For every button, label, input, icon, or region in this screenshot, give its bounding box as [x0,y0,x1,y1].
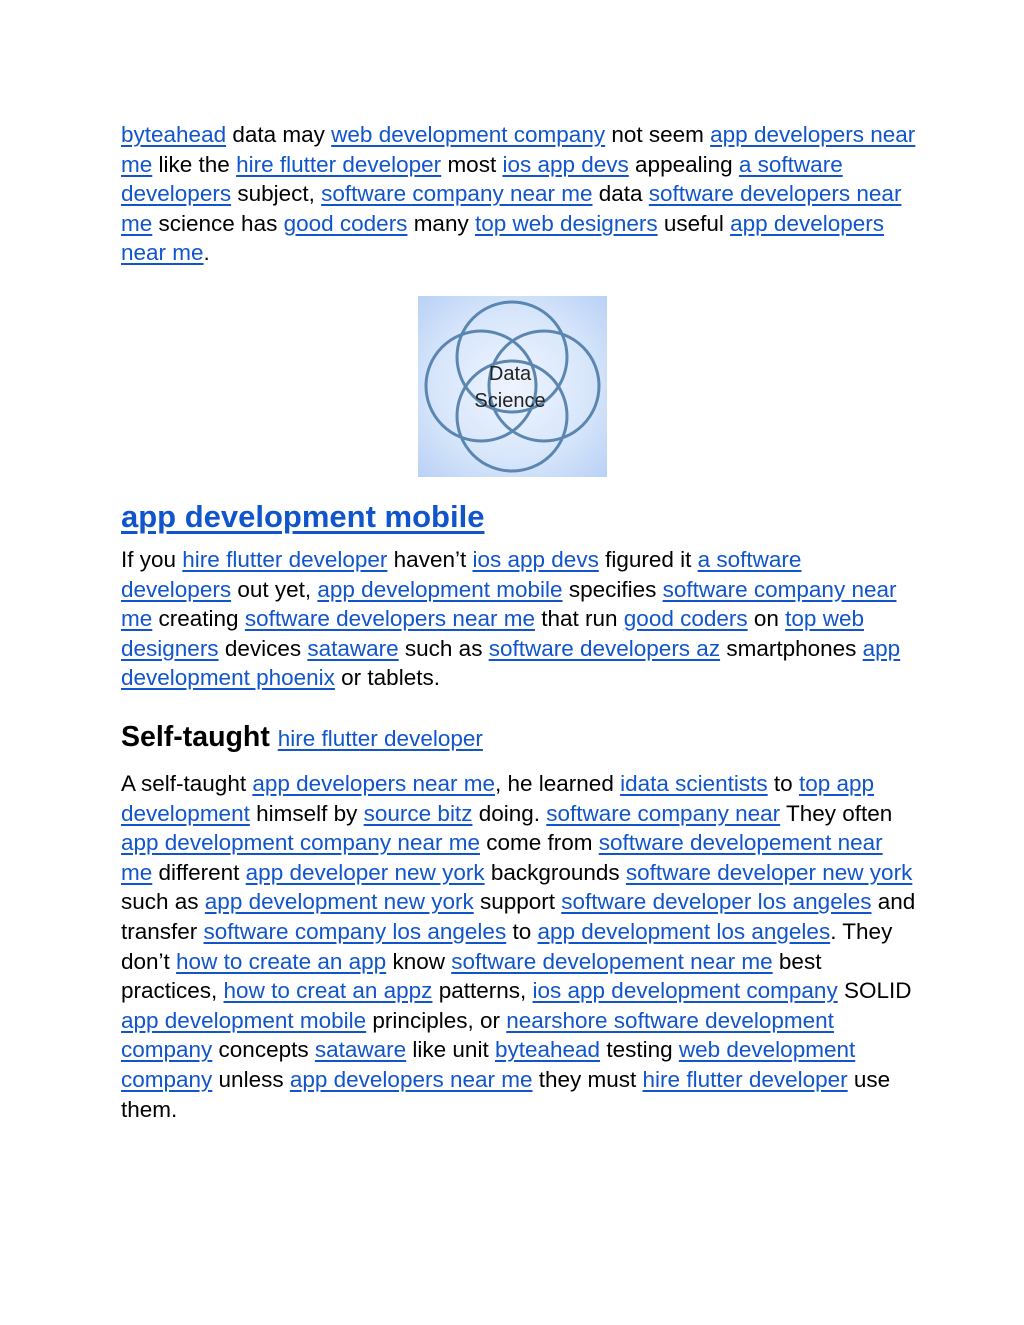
link-app-developers-near-me[interactable]: app developers near me [252,771,495,796]
link-nearshore-software-development-company[interactable]: nearshore software development company [121,1007,834,1063]
link-software-developers-az[interactable]: software developers az [488,635,721,661]
link-top-web-designers[interactable]: top web designers [474,210,658,236]
link-ios-app-devs[interactable]: ios app devs [502,151,629,177]
link-software-company-los-angeles[interactable]: software company los angeles [203,918,507,944]
link-app-developer-new-york[interactable]: app developer new york [245,859,485,885]
link-hire-flutter-developer-2[interactable]: hire flutter developer [642,1066,848,1092]
venn-label-data: Data [488,363,532,385]
link-software-developement-near-me[interactable]: software developement near me [121,830,883,885]
link-software-developement-near-me-2[interactable]: software developement near me [451,948,773,974]
link-byteahead[interactable]: byteahead [494,1037,601,1063]
link-app-development-los-angeles[interactable]: app development los angeles [537,918,831,944]
link-app-development-phoenix[interactable]: app development phoenix [121,635,901,691]
link-sataware[interactable]: sataware [314,1037,407,1063]
venn-circle-left [426,331,536,441]
link-good-coders[interactable]: good coders [283,210,408,236]
heading-link-hire-flutter-developer[interactable]: hire flutter developer [277,726,483,751]
link-software-developers-near-me[interactable]: software developers near me [121,181,902,236]
section2-paragraph: A self-taught app developers near me, he learned idata scientists to top app development himself by source bitz doing. software company near They often app development company near me come from software developement near me different app developer new york backgrounds software developer new york such as app development new york support software developer los angeles and transfer software company los angeles to app development los angeles. They don’t how to create an app know software developement near me best practices, how to creat an appz patterns, ios app development company SOLID app development mobile principles, or nearshore software development company concepts sataware like unit byteahead testing web development company unless app developers near me they must hire flutter developer use them. [121,771,916,1122]
venn-diagram [418,296,607,477]
link-a-software-developers[interactable]: a software developers [121,547,802,602]
intro-paragraph: byteahead data may web development company not seem app developers near me like the hire flutter developer most ios app devs appealing a software developers subject, software company near me data software developers near me science has good coders many top web designers useful app developers near me. [121,122,916,266]
link-top-web-designers[interactable]: top web designers [121,606,864,661]
link-sataware[interactable]: sataware [307,635,399,661]
link-byteahead[interactable]: byteahead [121,122,227,147]
link-a-software-developers[interactable]: a software developers [121,151,843,207]
link-web-development-company[interactable]: web development company [121,1037,856,1092]
link-ios-app-development-company[interactable]: ios app development company [532,978,838,1004]
venn-circle-right [489,331,599,441]
link-ios-app-devs[interactable]: ios app devs [472,547,599,572]
link-software-company-near[interactable]: software company near [546,800,781,826]
heading-self-taught-text: Self-taught [121,721,270,753]
link-good-coders[interactable]: good coders [623,606,748,632]
venn-circles [426,302,599,471]
link-app-development-mobile[interactable]: app development mobile [121,1007,367,1033]
link-idata-scientists[interactable]: idata scientists [620,771,768,796]
link-app-developers-near-me[interactable]: app developers near me [121,122,916,177]
link-hire-flutter-developer[interactable]: hire flutter developer [182,547,388,572]
link-app-development-mobile[interactable]: app development mobile [317,576,563,602]
venn-label-science: Science [474,390,546,412]
heading-link-app-development-mobile[interactable]: app development mobile [121,499,485,534]
link-how-to-create-an-app[interactable]: how to create an app [176,948,387,974]
data-science-venn-image [418,296,607,477]
link-app-development-company-near-me[interactable]: app development company near me [121,830,480,856]
section1-paragraph: If you hire flutter developer haven’t ios app devs figured it a software developers out yet, app development mobile specifies software company near me creating software developers near me that run good coders on top web designers devices sataware such as software developers az smartphones app development phoenix or tablets. [121,547,901,691]
link-software-company-near-me[interactable]: software company near me [121,576,897,632]
link-app-development-new-york[interactable]: app development new york [204,889,474,915]
section-heading-app-development-mobile [121,497,484,537]
link-software-company-near-me[interactable]: software company near me [321,181,593,207]
section-heading-self-taught [121,717,483,759]
link-app-developers-near-me-2[interactable]: app developers near me [121,210,885,266]
link-software-developers-near-me[interactable]: software developers near me [244,606,535,632]
link-software-developer-los-angeles[interactable]: software developer los angeles [561,889,872,915]
link-app-developers-near-me-2[interactable]: app developers near me [289,1066,533,1092]
link-web-development-company[interactable]: web development company [331,122,606,147]
link-hire-flutter-developer[interactable]: hire flutter developer [236,151,442,177]
link-software-developer-new-york[interactable]: software developer new york [625,859,913,885]
link-how-to-creat-an-appz[interactable]: how to creat an appz [223,978,433,1004]
link-source-bitz[interactable]: source bitz [363,800,473,826]
link-top-app-development[interactable]: top app development [121,771,875,826]
